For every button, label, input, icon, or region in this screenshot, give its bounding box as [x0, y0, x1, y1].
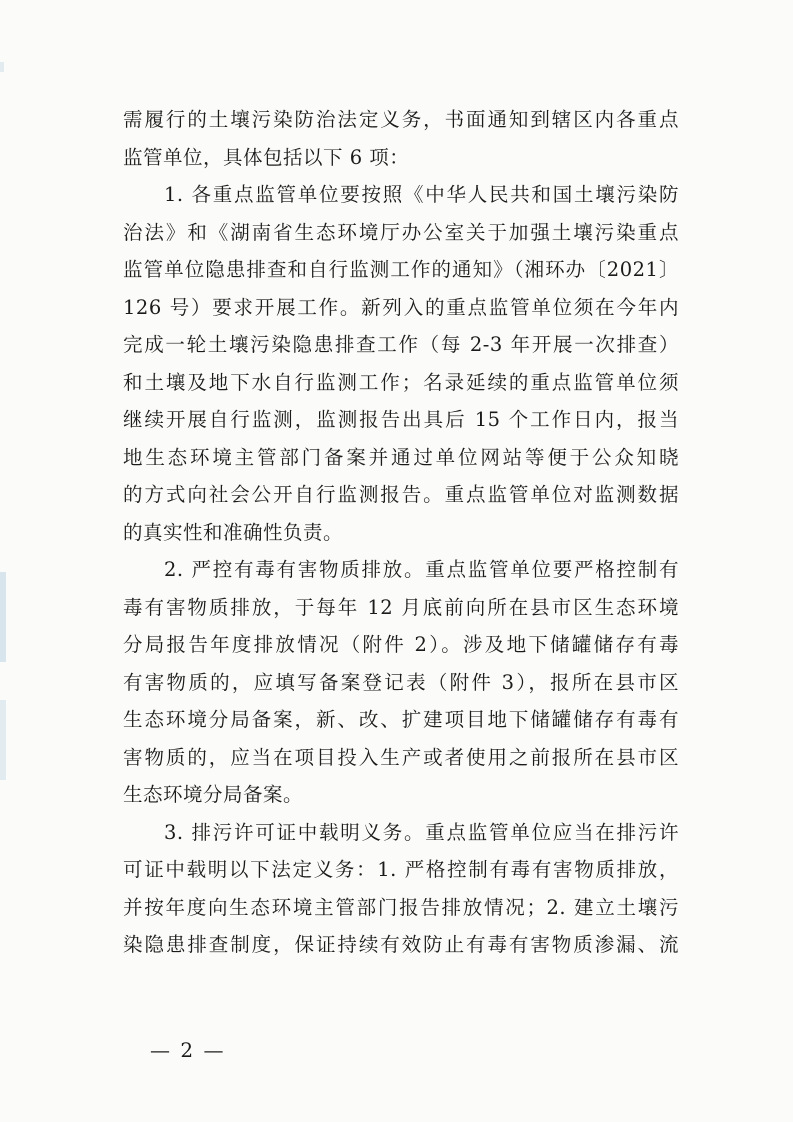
- text-line: 可证中载明以下法定义务：1. 严格控制有毒有害物质排放，: [123, 858, 679, 881]
- text-line: 需履行的土壤污染防治法定义务，书面通知到辖区内各重点: [123, 108, 679, 131]
- scan-edge-mark: [0, 700, 6, 780]
- paragraph-1-heading-line: 1. 各重点监管单位要按照《中华人民共和国土壤污染防: [164, 183, 679, 206]
- text-line: 的真实性和准确性负责。: [123, 520, 344, 544]
- text-line: 生态环境分局备案，新、改、扩建项目地下储罐储存有毒有: [123, 708, 679, 731]
- text-line: 染隐患排查制度，保证持续有效防止有毒有害物质渗漏、流: [123, 933, 679, 956]
- text-line: 的方式向社会公开自行监测报告。重点监管单位对监测数据: [123, 483, 679, 506]
- body-text: [123, 101, 679, 964]
- text-line: 和土壤及地下水自行监测工作；名录延续的重点监管单位须: [123, 370, 679, 394]
- scan-edge-mark: [0, 62, 4, 72]
- text-line: 监管单位隐患排查和自行监测工作的通知》（湘环办〔2021〕: [123, 258, 679, 281]
- text-line: 并按年度向生态环境主管部门报告排放情况；2. 建立土壤污: [123, 895, 679, 919]
- text-line: 完成一轮土壤污染隐患排查工作（每 2-3 年开展一次排查）: [123, 333, 679, 356]
- paragraph-3-heading-line: 3. 排污许可证中载明义务。重点监管单位应当在排污许: [164, 820, 679, 844]
- text-line: 害物质的，应当在项目投入生产或者使用之前报所在县市区: [123, 745, 679, 769]
- text-line: 有害物质的，应填写备案登记表（附件 3），报所在县市区: [123, 670, 679, 694]
- paragraph-2-heading-line: 2. 严控有毒有害物质排放。重点监管单位要严格控制有: [164, 558, 679, 581]
- text-line: 毒有害物质排放，于每年 12 月底前向所在县市区生态环境: [123, 595, 679, 619]
- scan-edge-mark: [0, 572, 6, 662]
- text-line: 126 号）要求开展工作。新列入的重点监管单位须在今年内: [123, 295, 679, 319]
- text-line: 地生态环境主管部门备案并通过单位网站等便于公众知晓: [123, 445, 679, 469]
- text-line: 治法》和《湖南省生态环境厅办公室关于加强土壤污染重点: [123, 220, 679, 244]
- text-line: 监管单位，具体包括以下 6 项：: [123, 145, 410, 169]
- page-number: — 2 —: [150, 1038, 226, 1062]
- text-line: 继续开展自行监测，监测报告出具后 15 个工作日内，报当: [123, 408, 679, 431]
- text-line: 生态环境分局备案。: [123, 783, 304, 806]
- text-line: 分局报告年度排放情况（附件 2）。涉及地下储罐储存有毒: [123, 633, 679, 656]
